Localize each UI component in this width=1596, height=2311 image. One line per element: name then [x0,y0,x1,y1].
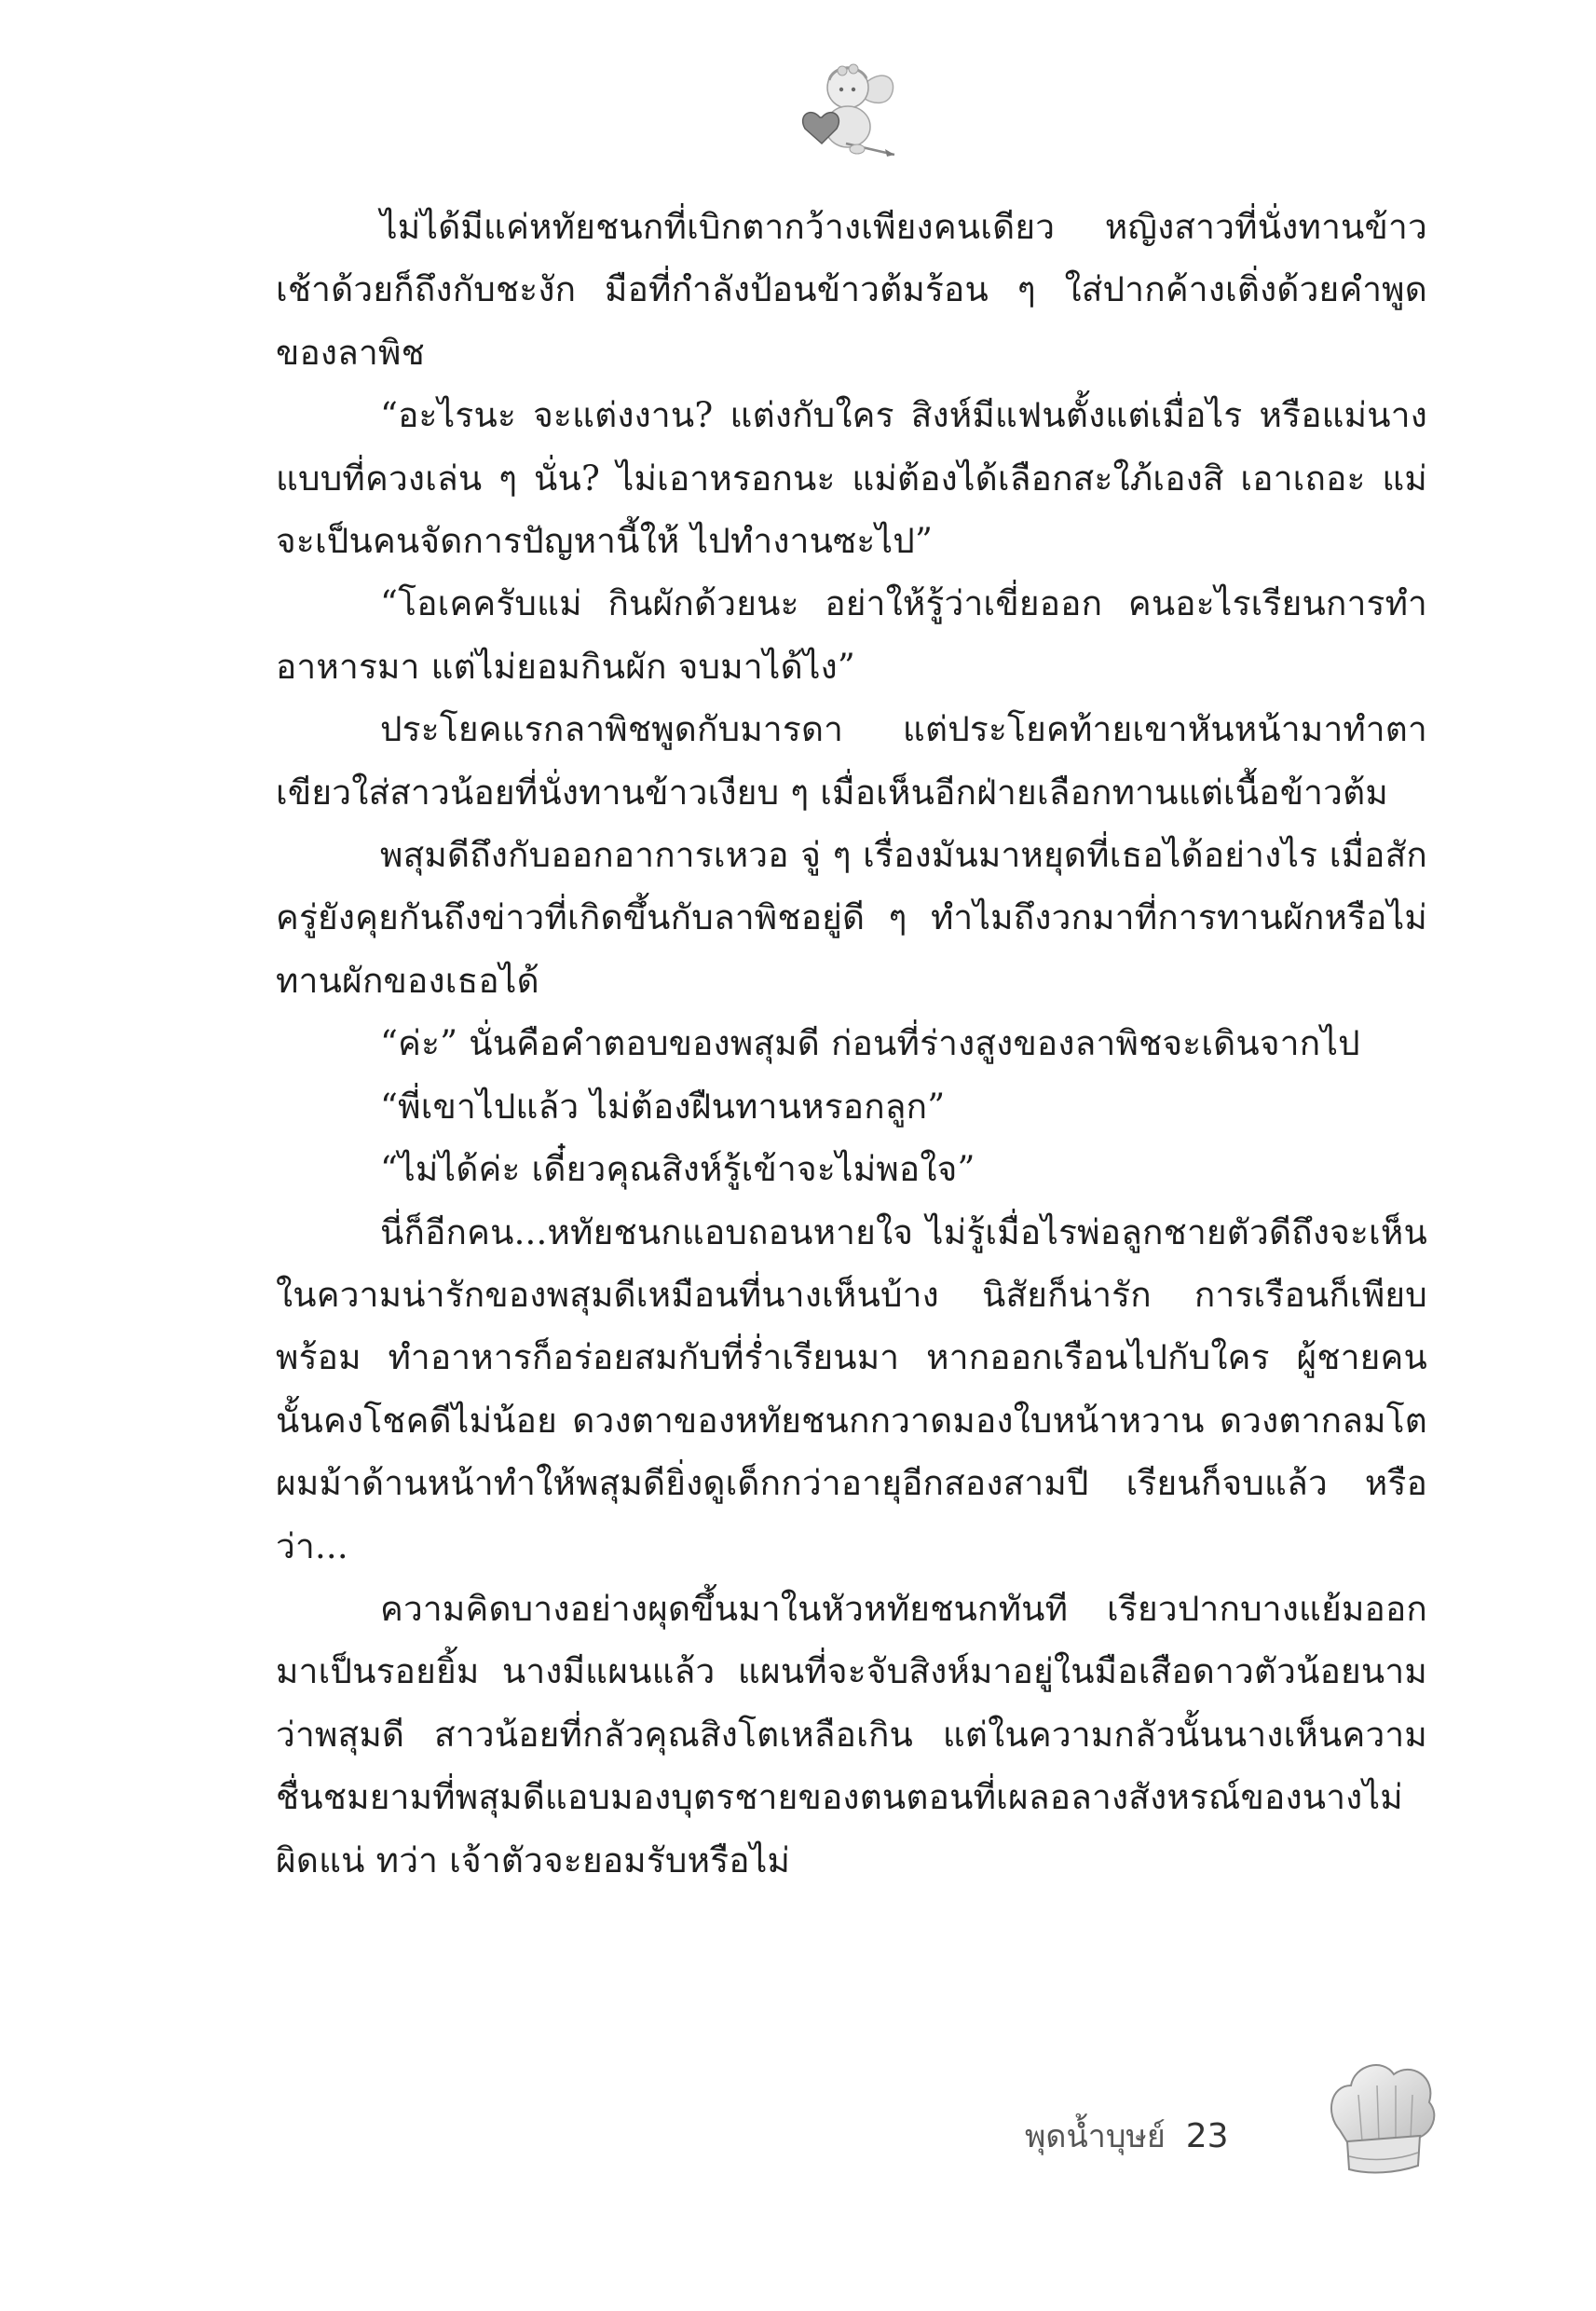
paragraph: พสุมดีถึงกับออกอาการเหวอ จู่ ๆ เรื่องมันมาหยุดที่เธอได้อย่างไร เมื่อสักครู่ยังคุยกันถึงข่าวที่เกิดขึ้นกับลาพิชอยู่ดี ๆ ทำไมถึงวกมาที่การทานผักหรือไม่ทานผักของเธอได้ [276,835,1427,1001]
page-footer [1025,2108,1229,2164]
paragraph: ประโยคแรกลาพิชพูดกับมารดา แต่ประโยคท้ายเขาหันหน้ามาทำตาเขียวใส่สาวน้อยที่นั่งทานข้าวเงียบ ๆ เมื่อเห็นอีกฝ่ายเลือกทานแต่เนื้อข้าวต้ม [276,709,1427,813]
paragraph: “พี่เขาไปแล้ว ไม่ต้องฝืนทานหรอกลูก” [380,1086,946,1127]
paragraph: “โอเคครับแม่ กินผักด้วยนะ อย่าให้รู้ว่าเขี่ยออก คนอะไรเรียนการทำอาหารมา แต่ไม่ยอมกินผัก จบมาได้ไง” [276,583,1427,687]
chef-hat-icon [1321,2048,1442,2188]
page-number: 23 [1185,2116,1229,2155]
paragraph: “ค่ะ” นั่นคือคำตอบของพสุมดี ก่อนที่ร่างสูงของลาพิชจะเดินจากไป [380,1023,1360,1064]
body-text [276,196,1427,1892]
paragraph: “ไม่ได้ค่ะ เดี๋ยวคุณสิงห์รู้เข้าจะไม่พอใจ” [380,1149,975,1190]
paragraph: ไม่ได้มีแค่หทัยชนกที่เบิกตากว้างเพียงคนเดียว หญิงสาวที่นั่งทานข้าวเช้าด้วยก็ถึงกับชะงัก มือที่กำลังป้อนข้าวต้มร้อน ๆ ใส่ปากค้างเติ่งด้วยคำพูดของลาพิช [276,207,1427,373]
book-title: พุดน้ำบุษย์ [1025,2118,1166,2155]
cupid-with-heart-icon [790,58,902,160]
paragraph: ความคิดบางอย่างผุดขึ้นมาในหัวหทัยชนกทันที เรียวปากบางแย้มออกมาเป็นรอยยิ้ม นางมีแผนแล้ว แผนที่จะจับสิงห์มาอยู่ในมือเสือดาวตัวน้อยนามว่าพสุมดี สาวน้อยที่กลัวคุณสิงโตเหลือเกิน แต่ในความกลัวนั้นนางเห็นความชื่นชมยามที่พสุมดีแอบมองบุตรชายของตนตอนที่เผลอลางสังหรณ์ของนางไม่ผิดแน่ ทว่า เจ้าตัวจะยอมรับหรือไม่ [276,1588,1427,1880]
paragraph: “อะไรนะ จะแต่งงาน? แต่งกับใคร สิงห์มีแฟนตั้งแต่เมื่อไร หรือแม่นางแบบที่ควงเล่น ๆ นั่น? ไม่เอาหรอกนะ แม่ต้องได้เลือกสะใภ้เองสิ เอาเถอะ แม่จะเป็นคนจัดการปัญหานี้ให้ ไปทำงานซะไป” [276,395,1427,562]
paragraph: นี่ก็อีกคน...หทัยชนกแอบถอนหายใจ ไม่รู้เมื่อไรพ่อลูกชายตัวดีถึงจะเห็นในความน่ารักของพสุมดีเหมือนที่นางเห็นบ้าง นิสัยก็น่ารัก การเรือนก็เพียบพร้อม ทำอาหารก็อร่อยสมกับที่ร่ำเรียนมา หากออกเรือนไปกับใคร ผู้ชายคนนั้นคงโชคดีไม่น้อย ดวงตาของหทัยชนกกวาดมองใบหน้าหวาน ดวงตากลมโต ผมม้าด้านหน้าทำให้พสุมดียิ่งดูเด็กกว่าอายุอีกสองสามปี เรียนก็จบแล้ว หรือว่า... [276,1211,1427,1566]
